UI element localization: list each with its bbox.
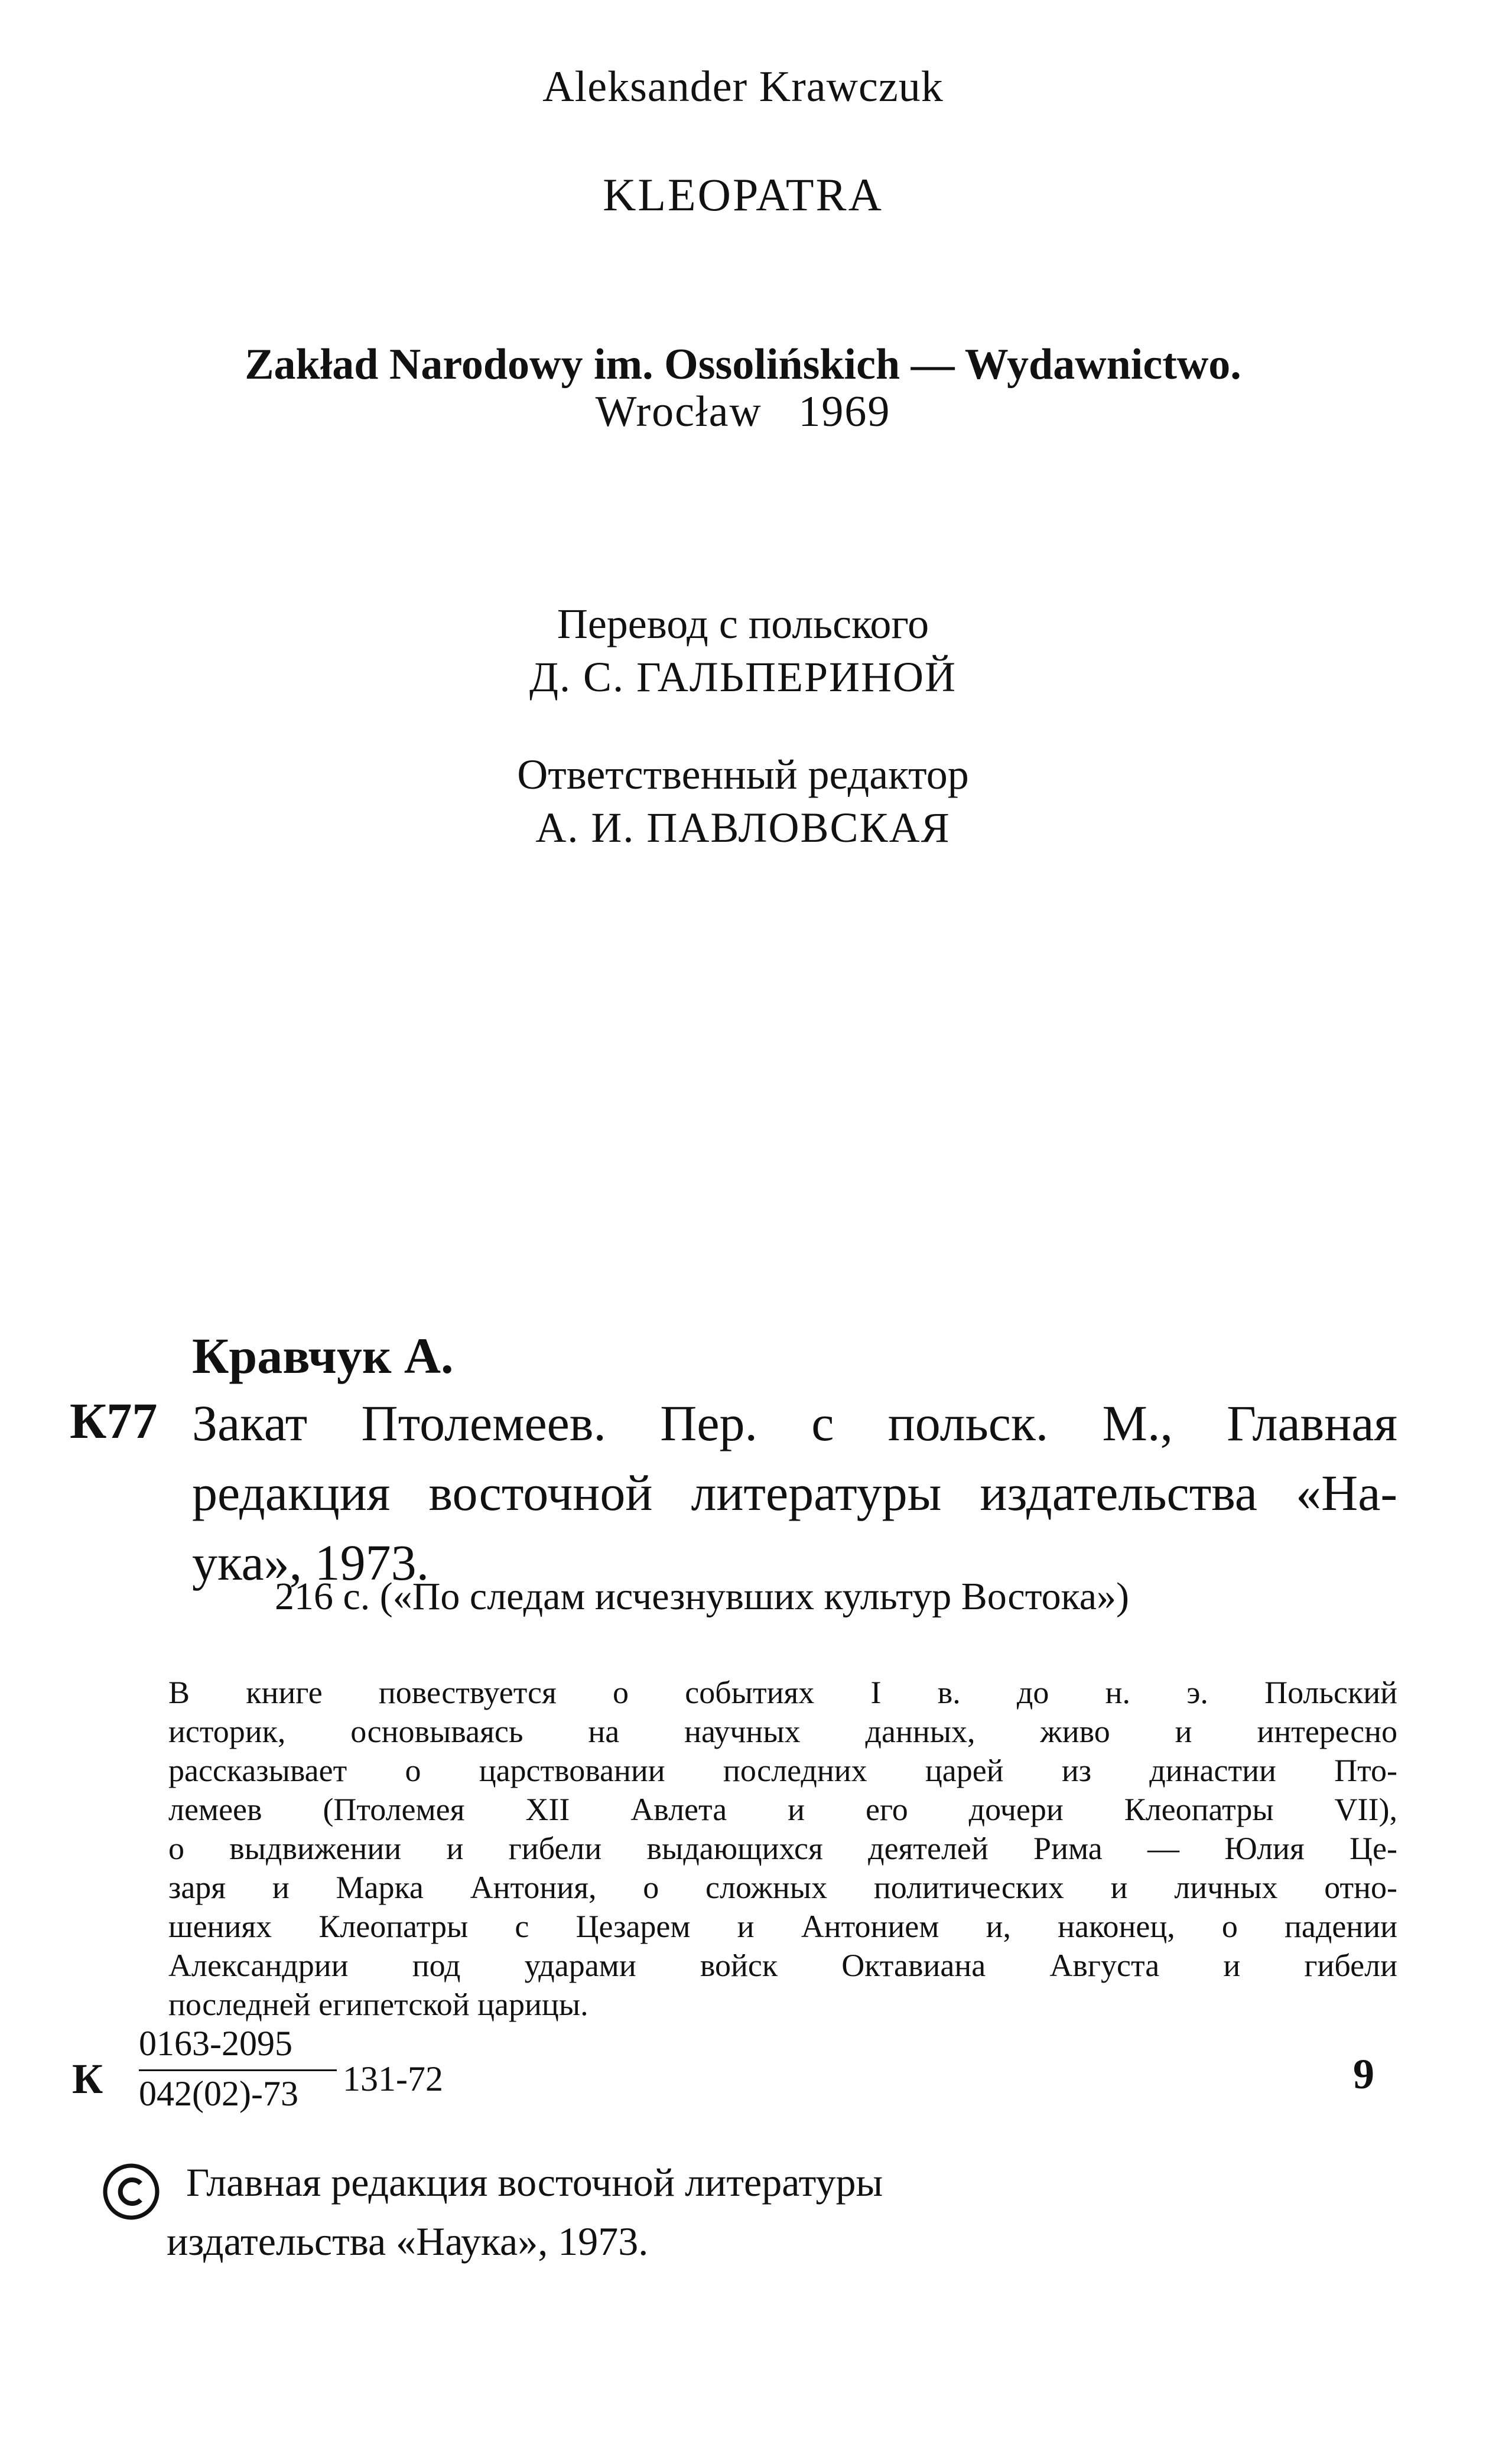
copyright-line-1: Главная редакция восточной литературы xyxy=(186,2160,883,2205)
copyright-line-2: издательства «Наука», 1973. xyxy=(167,2219,649,2264)
original-publisher-text: Zakład Narodowy im. Ossolińskich — Wydawnictwo. xyxy=(245,340,1241,389)
annotation-line: лемеев (Птолемея XII Авлета и его дочери Клеопатры VII), xyxy=(168,1792,1397,1827)
fraction-rule xyxy=(139,2069,337,2071)
catalogue-line: ука», 1973. xyxy=(192,1534,430,1591)
annotation-line: шениях Клеопатры с Цезарем и Антонием и, наконец, о падении xyxy=(168,1909,1397,1944)
annotation-line: Александрии под ударами войск Октавиана Августа и гибели xyxy=(168,1948,1397,1983)
catalogue-pages-series: 216 с. («По следам исчезнувших культур Востока») xyxy=(275,1575,1130,1618)
original-title: KLEOPATRA xyxy=(603,169,883,220)
classification-suffix: 131-72 xyxy=(343,2059,443,2098)
annotation-line: о выдвижении и гибели выдающихся деятелей Рима — Юлия Це- xyxy=(168,1831,1397,1866)
annotation-line: рассказывает о царствовании последних царей из династии Пто- xyxy=(168,1753,1397,1788)
copyright-icon xyxy=(102,2162,161,2221)
annotation-line: историк, основываясь на научных данных, живо и интересно xyxy=(168,1714,1397,1749)
catalogue-line: редакция восточной литературы издательства «На- xyxy=(192,1464,1397,1521)
classification-numerator: 0163-2095 xyxy=(139,2024,292,2063)
classification-number: 9 xyxy=(1353,2050,1374,2098)
annotation-line: В книге повествуется о событиях I в. до н. э. Польский xyxy=(168,1675,1397,1710)
annotation-line: заря и Марка Антония, о сложных политических и личных отно- xyxy=(168,1870,1397,1905)
translator-name: Д. С. ГАЛЬПЕРИНОЙ xyxy=(529,653,957,701)
classification-denominator: 042(02)-73 xyxy=(139,2074,298,2113)
annotation-line: последней египетской царицы. xyxy=(168,1987,588,2022)
editor-label: Ответственный редактор xyxy=(517,751,969,798)
catalogue-line: Закат Птолемеев. Пер. с польск. М., Главная xyxy=(192,1395,1397,1451)
catalogue-index: К77 xyxy=(70,1392,158,1449)
annotation xyxy=(168,1673,1397,2024)
classification-letter: К xyxy=(72,2055,103,2102)
catalogue-author: Кравчук А. xyxy=(192,1327,454,1384)
catalogue-description xyxy=(192,1388,1397,1597)
original-place-year: Wrocław 1969 xyxy=(595,388,891,436)
original-publisher xyxy=(0,340,1486,390)
editor-name: А. И. ПАВЛОВСКАЯ xyxy=(535,804,951,851)
translation-label: Перевод с польского xyxy=(557,600,929,647)
original-author: Aleksander Krawczuk xyxy=(542,63,944,111)
